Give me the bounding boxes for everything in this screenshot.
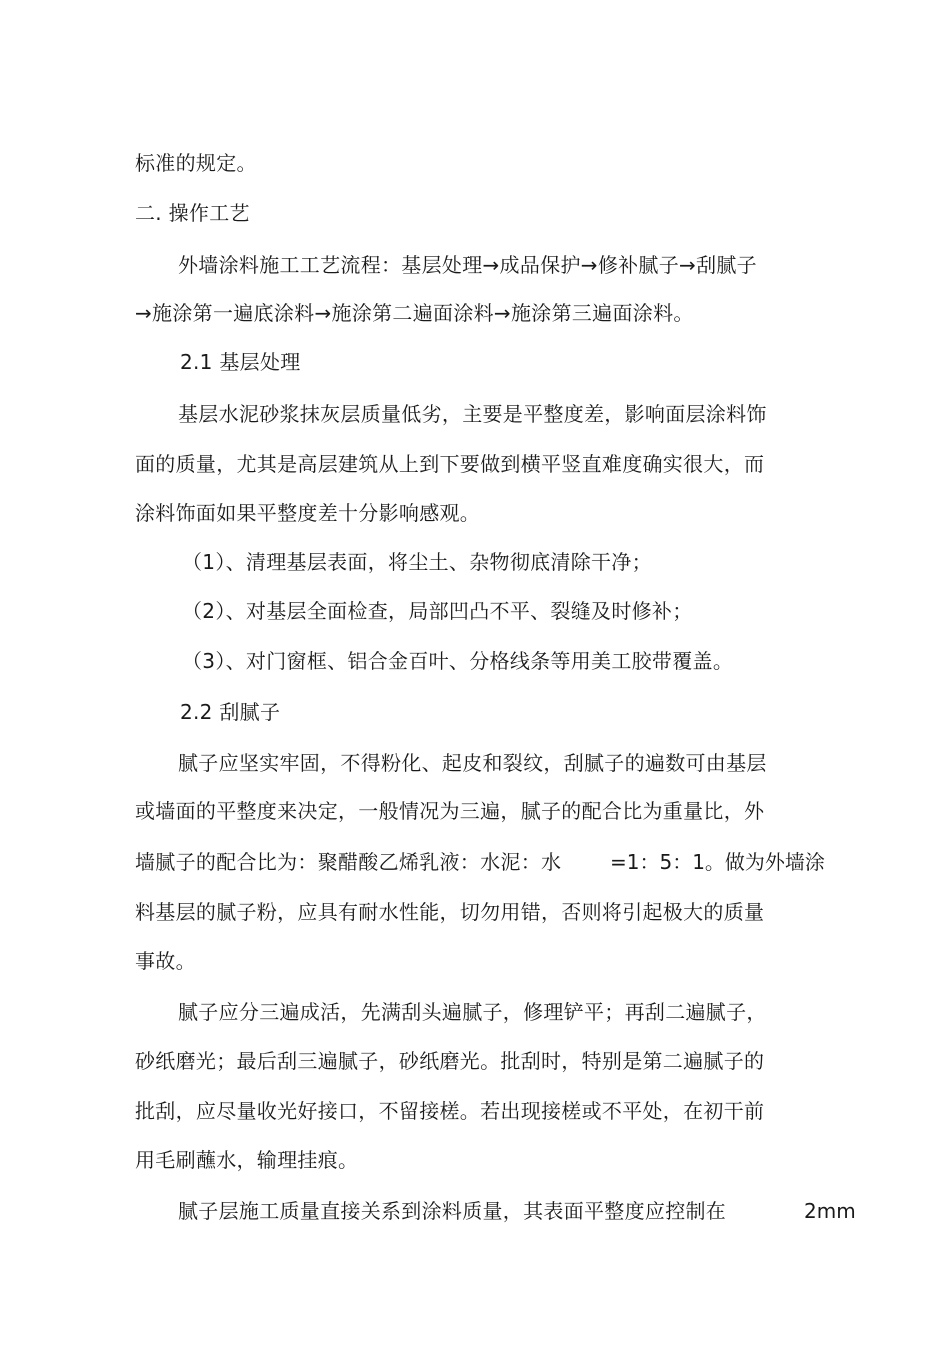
paragraph-line: 砂纸磨光；最后刮三遍腻子，砂纸磨光。批刮时，特别是第二遍腻子的 — [135, 1049, 765, 1073]
subsection-heading: 2.2 刮腻子 — [180, 700, 281, 724]
paragraph-line: 或墙面的平整度来决定，一般情况为三遍，腻子的配合比为重量比，外 — [135, 799, 765, 823]
list-item: （2）、对基层全面检查，局部凹凸不平、裂缝及时修补； — [182, 599, 693, 623]
paragraph-line: 料基层的腻子粉，应具有耐水性能，切勿用错，否则将引起极大的质量 — [135, 900, 765, 924]
paragraph-line: 涂料饰面如果平整度差十分影响感观。 — [135, 501, 481, 525]
paragraph-line: 墙腻子的配合比为：聚醋酸乙烯乳液：水泥：水 — [135, 850, 562, 874]
paragraph-line: 面的质量，尤其是高层建筑从上到下要做到横平竖直难度确实很大，而 — [135, 452, 765, 476]
text-line: 标准的规定。 — [135, 151, 257, 175]
ratio-text: =1：5：1。做为外墙涂 — [610, 850, 825, 874]
paragraph-line: 腻子应坚实牢固，不得粉化、起皮和裂纹，刮腻子的遍数可由基层 — [178, 751, 767, 775]
measure-text: 2mm — [804, 1199, 856, 1223]
paragraph-line: 事故。 — [135, 949, 196, 973]
subsection-heading: 2.1 基层处理 — [180, 350, 301, 374]
paragraph-line: 外墙涂料施工工艺流程：基层处理→成品保护→修补腻子→刮腻子 — [178, 253, 757, 277]
paragraph-line: 基层水泥砂浆抹灰层质量低劣，主要是平整度差，影响面层涂料饰 — [178, 402, 767, 426]
paragraph-line: 腻子应分三遍成活，先满刮头遍腻子，修理铲平；再刮二遍腻子， — [178, 1000, 767, 1024]
paragraph-line: 用毛刷蘸水，输理挂痕。 — [135, 1148, 359, 1172]
paragraph-line: 腻子层施工质量直接关系到涂料质量，其表面平整度应控制在 — [178, 1199, 727, 1223]
section-heading: 二. 操作工艺 — [135, 201, 250, 225]
paragraph-line: →施涂第一遍底涂料→施涂第二遍面涂料→施涂第三遍面涂料。 — [135, 301, 694, 325]
list-item: （1）、清理基层表面，将尘土、杂物彻底清除干净； — [182, 550, 652, 574]
list-item: （3）、对门窗框、铝合金百叶、分格线条等用美工胶带覆盖。 — [182, 649, 734, 673]
paragraph-line: 批刮，应尽量收光好接口，不留接槎。若出现接槎或不平处，在初干前 — [135, 1099, 765, 1123]
